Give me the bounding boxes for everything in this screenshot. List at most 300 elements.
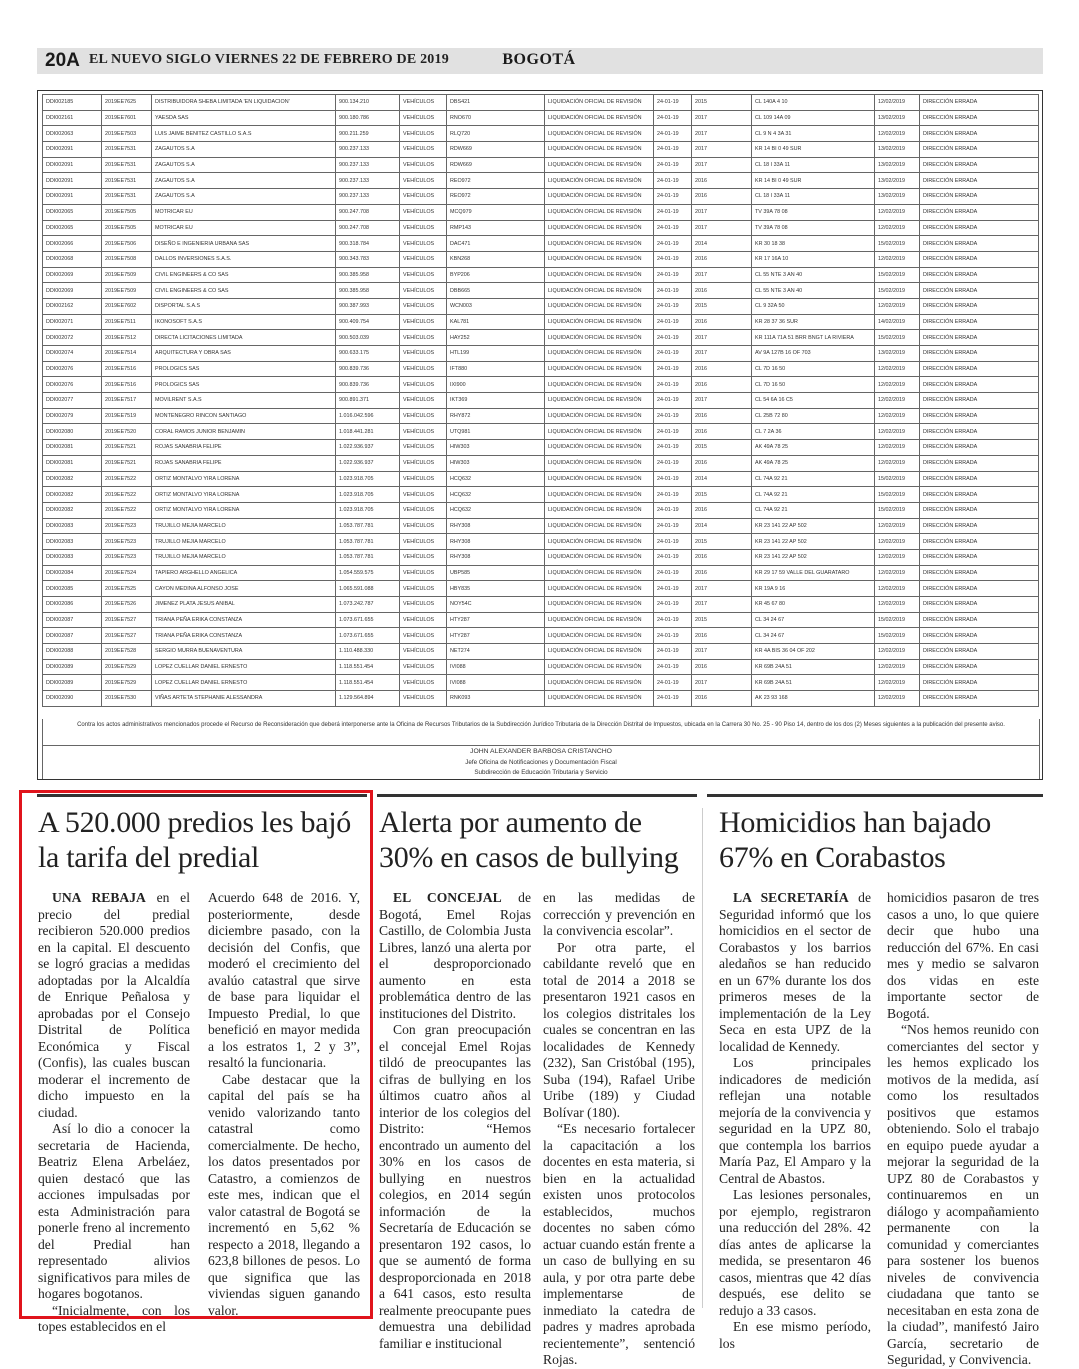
- column-divider: [702, 808, 703, 1308]
- table-row: [43, 173, 1039, 189]
- table-cell: KR 14 BI 0 49 SUR: [752, 142, 875, 158]
- table-cell: RDW669: [447, 157, 545, 173]
- article-paragraph: Con gran preocupación el concejal Emel Rojas tildó de preocupantes las cifras de bullying en los últimos cuatro años al interior de los colegios del Distrito: “Hemos encontrado un aumento del 30% en los casos de bullying en nuestros colegios, en 2014 según información de la Secretaría de Educación se presentaron 192 casos, lo que se aumentó de forma desproporcionada en 2018 a 641 casos, esto resulta realmente preocupante pues demuestra una debilidad familiar e institucional: [379, 1022, 531, 1351]
- table-cell: LIQUIDACIÓN OFICIAL DE REVISIÓN: [545, 549, 654, 565]
- table-cell: 1.054.559.575: [336, 565, 400, 581]
- table-cell: 2019EE7503: [102, 126, 152, 142]
- table-row: [43, 549, 1039, 565]
- table-cell: DALLOS INVERSIONES S.A.S.: [152, 251, 336, 267]
- table-cell: 24-01-19: [654, 612, 692, 628]
- table-cell: 2015: [692, 95, 752, 111]
- table-cell: 1.022.936.937: [336, 440, 400, 456]
- table-cell: VEHÍCULOS: [400, 565, 447, 581]
- table-cell: 2014: [692, 471, 752, 487]
- table-cell: 1.065.591.088: [336, 581, 400, 597]
- article-column: UNA REBAJA en el precio del predial recibieron 520.000 predios en la capital. El descuento se logró gracias a medidas adoptadas por la Alcaldía de Enrique Peñalosa y aprobadas por el Consejo Distrital de Política Económica y Fiscal (Confis), las cuales buscan moderar el incremento de dicho impuesto en la ciudad. Así lo dio a conocer la secretaria de Hacienda, Beatriz Elena Arbeláez, quien destacó que las acciones impulsadas por esta Administración para ponerle freno al incremento del Predial han representado alivios significativos para miles de hogares bogotanos. “Inicialmente, con los topes establecidos en el: [38, 890, 190, 1334]
- table-cell: HIW303: [447, 440, 545, 456]
- table-cell: 24-01-19: [654, 424, 692, 440]
- table-cell: 15/02/2019: [875, 487, 920, 503]
- table-cell: TRUJILLO MEJIA MARCELO: [152, 534, 336, 550]
- table-cell: LIQUIDACIÓN OFICIAL DE REVISIÓN: [545, 502, 654, 518]
- legal-text: Contra los actos administrativos mencionados procede el Recurso de Reconsideración que deberá interponerse ante la Oficina de Recursos Tributarios de la Subdirección Jurídico Tributaria de la Dirección Distrital de Impuestos, ubicada en la Carrera 30 No. 25 - 90 Piso 14, dentro de los dos (2) Meses siguientes a la publicación del presente aviso.: [77, 722, 1005, 728]
- table-cell: 2017: [692, 581, 752, 597]
- table-cell: LOPEZ CUELLAR DANIEL ERNESTO: [152, 675, 336, 691]
- table-cell: UTQ981: [447, 424, 545, 440]
- table-cell: DIRECCIÓN ERRADA: [920, 408, 1039, 424]
- table-cell: ARQUITECTURA Y OBRA SAS: [152, 346, 336, 362]
- table-cell: 2016: [692, 502, 752, 518]
- table-row: [43, 518, 1039, 534]
- table-cell: DDI002083: [43, 549, 102, 565]
- table-cell: VEHÍCULOS: [400, 220, 447, 236]
- table-cell: DDI002066: [43, 236, 102, 252]
- table-row: [43, 565, 1039, 581]
- table-cell: VEHÍCULOS: [400, 173, 447, 189]
- table-cell: DDI002091: [43, 142, 102, 158]
- table-cell: DIRECCIÓN ERRADA: [920, 314, 1039, 330]
- table-row: [43, 440, 1039, 456]
- table-cell: 2017: [692, 220, 752, 236]
- table-cell: DISPORTAL S.A.S: [152, 298, 336, 314]
- table-cell: 1.110.488.330: [336, 644, 400, 660]
- article-paragraph: “Es necesario fortalecer la capacitación a los docentes en esta materia, si bien en la actualidad existen unos protocolos establecidos, muchos docentes no saben cómo actuar cuando están frente a un caso de bullying en su aula, y por otra parte debe implementarse de inmediato la catedra de padres y madres aprobada recientemente”, sentenció Rojas.: [543, 1121, 695, 1367]
- table-cell: DIRECCIÓN ERRADA: [920, 597, 1039, 613]
- table-cell: AK 49A 78 25: [752, 455, 875, 471]
- table-cell: 24-01-19: [654, 502, 692, 518]
- table-row: [43, 471, 1039, 487]
- table-cell: 2017: [692, 675, 752, 691]
- table-cell: SERGIO MURRA BUENAVENTURA: [152, 644, 336, 660]
- table-cell: 900.237.133: [336, 189, 400, 205]
- table-cell: LIQUIDACIÓN OFICIAL DE REVISIÓN: [545, 471, 654, 487]
- table-cell: LIQUIDACIÓN OFICIAL DE REVISIÓN: [545, 157, 654, 173]
- table-cell: DIRECCIÓN ERRADA: [920, 424, 1039, 440]
- table-cell: LOPEZ CUELLAR DANIEL ERNESTO: [152, 659, 336, 675]
- table-cell: 24-01-19: [654, 549, 692, 565]
- article-paragraph: Cabe destacar que la capital del país se ha venido valorizando tanto catastral como comercialmente. De hecho, los datos presentados por Catastro, a comienzos de este mes, indican que el valor catastral de Bogotá se incrementó en 5,62 % respecto a 2018, llegando a 623,8 billones de pesos. Lo que significa que las viviendas siguen ganando valor.: [208, 1071, 360, 1318]
- table-cell: DIRECCIÓN ERRADA: [920, 236, 1039, 252]
- table-row: [43, 424, 1039, 440]
- article-homicidios: [719, 805, 1039, 875]
- table-cell: 12/02/2019: [875, 565, 920, 581]
- table-cell: DIRECCIÓN ERRADA: [920, 361, 1039, 377]
- table-cell: 24-01-19: [654, 346, 692, 362]
- table-cell: TRUJILLO MEJIA MARCELO: [152, 518, 336, 534]
- table-cell: DDI002088: [43, 644, 102, 660]
- table-cell: 900.247.708: [336, 204, 400, 220]
- table-cell: 2019EE7531: [102, 189, 152, 205]
- table-cell: REO972: [447, 173, 545, 189]
- table-cell: 2016: [692, 377, 752, 393]
- table-cell: 2016: [692, 659, 752, 675]
- table-cell: 2019EE7527: [102, 612, 152, 628]
- table-cell: 2019EE7509: [102, 267, 152, 283]
- table-cell: ZAGAUTOS S.A: [152, 142, 336, 158]
- table-cell: 24-01-19: [654, 142, 692, 158]
- table-cell: VEHÍCULOS: [400, 142, 447, 158]
- article-headline: Alerta por aumento de 30% en casos de bullying: [379, 806, 679, 874]
- table-row: [43, 455, 1039, 471]
- table-cell: LIQUIDACIÓN OFICIAL DE REVISIÓN: [545, 173, 654, 189]
- table-cell: VEHÍCULOS: [400, 314, 447, 330]
- article-paragraph: “Inicialmente, con los topes establecidos en el: [38, 1302, 190, 1334]
- table-cell: LIQUIDACIÓN OFICIAL DE REVISIÓN: [545, 346, 654, 362]
- table-cell: 1.073.242.787: [336, 597, 400, 613]
- table-cell: 12/02/2019: [875, 691, 920, 707]
- table-cell: LIQUIDACIÓN OFICIAL DE REVISIÓN: [545, 236, 654, 252]
- table-row: [43, 236, 1039, 252]
- table-cell: DDI002080: [43, 424, 102, 440]
- table-cell: CL 7D 16 50: [752, 361, 875, 377]
- table-row: [43, 534, 1039, 550]
- table-cell: 900.891.371: [336, 393, 400, 409]
- table-cell: DIRECCIÓN ERRADA: [920, 126, 1039, 142]
- issue-date: VIERNES 22 DE FEBRERO DE 2019: [214, 52, 449, 67]
- table-cell: 1.022.936.937: [336, 455, 400, 471]
- table-cell: VEHÍCULOS: [400, 377, 447, 393]
- table-cell: 12/02/2019: [875, 393, 920, 409]
- table-cell: HTL199: [447, 346, 545, 362]
- table-cell: 15/02/2019: [875, 471, 920, 487]
- table-cell: IKONOSOFT S.A.S: [152, 314, 336, 330]
- signature-title: Jefe Oficina de Notificaciones y Documentación Fiscal: [465, 759, 617, 766]
- table-cell: 1.023.918.705: [336, 487, 400, 503]
- table-cell: 2016: [692, 424, 752, 440]
- table-row: [43, 110, 1039, 126]
- table-cell: 2019EE7522: [102, 471, 152, 487]
- table-cell: DIRECCIÓN ERRADA: [920, 251, 1039, 267]
- table-cell: CL 34 24 67: [752, 628, 875, 644]
- table-cell: 2019EE7529: [102, 659, 152, 675]
- table-cell: 13/02/2019: [875, 157, 920, 173]
- table-row: [43, 597, 1039, 613]
- table-cell: 12/02/2019: [875, 597, 920, 613]
- table-cell: AV 9A 127B 16 OF 703: [752, 346, 875, 362]
- table-cell: 2016: [692, 691, 752, 707]
- table-cell: LIQUIDACIÓN OFICIAL DE REVISIÓN: [545, 612, 654, 628]
- page-header: [37, 48, 1043, 74]
- table-cell: 24-01-19: [654, 659, 692, 675]
- table-cell: 13/02/2019: [875, 189, 920, 205]
- table-cell: 2017: [692, 346, 752, 362]
- table-cell: 2019EE7525: [102, 581, 152, 597]
- table-cell: 2019EE7530: [102, 691, 152, 707]
- table-cell: RHY308: [447, 549, 545, 565]
- table-cell: 2017: [692, 393, 752, 409]
- table-cell: VEHÍCULOS: [400, 251, 447, 267]
- table-cell: CL 18 I 33A 11: [752, 157, 875, 173]
- table-cell: DIRECCIÓN ERRADA: [920, 189, 1039, 205]
- table-cell: DDI002063: [43, 126, 102, 142]
- table-cell: BYP206: [447, 267, 545, 283]
- table-cell: 13/02/2019: [875, 110, 920, 126]
- table-cell: 900.839.736: [336, 377, 400, 393]
- table-cell: DDI002091: [43, 189, 102, 205]
- article-paragraph: Por otra parte, el cabildante reveló que en total de 2014 a 2018 se presentaron 1921 casos en los colegios distritales los cuales se concentran en las localidades de Kennedy (232), San Cristóbal (195), Suba (194), Rafael Uribe Uribe (189) y Ciudad Bolívar (180).: [543, 939, 695, 1120]
- table-cell: 24-01-19: [654, 487, 692, 503]
- table-cell: IKT369: [447, 393, 545, 409]
- table-cell: LIQUIDACIÓN OFICIAL DE REVISIÓN: [545, 597, 654, 613]
- table-cell: 24-01-19: [654, 581, 692, 597]
- table-cell: TV 39A 78 08: [752, 220, 875, 236]
- table-row: [43, 251, 1039, 267]
- table-cell: KR 23 141 22 AP 502: [752, 518, 875, 534]
- table-cell: 2019EE7522: [102, 502, 152, 518]
- table-cell: DIRECCIÓN ERRADA: [920, 644, 1039, 660]
- table-cell: 12/02/2019: [875, 220, 920, 236]
- table-cell: REO972: [447, 189, 545, 205]
- table-cell: DIRECCIÓN ERRADA: [920, 346, 1039, 362]
- table-cell: 900.134.210: [336, 95, 400, 111]
- article-headline: A 520.000 predios les bajó la tarifa del predial: [38, 806, 352, 874]
- notice-footer: [42, 719, 1040, 779]
- table-cell: 1.023.918.705: [336, 502, 400, 518]
- table-cell: CL 7 2A 36: [752, 424, 875, 440]
- table-cell: VEHÍCULOS: [400, 502, 447, 518]
- table-cell: 12/02/2019: [875, 424, 920, 440]
- table-cell: 2019EE7511: [102, 314, 152, 330]
- table-cell: TRUJILLO MEJIA MARCELO: [152, 549, 336, 565]
- table-cell: 2016: [692, 565, 752, 581]
- table-cell: 24-01-19: [654, 236, 692, 252]
- table-cell: KR 28 37 36 SUR: [752, 314, 875, 330]
- table-row: [43, 628, 1039, 644]
- table-cell: 12/02/2019: [875, 534, 920, 550]
- table-cell: CL 140A 4 10: [752, 95, 875, 111]
- table-cell: NET274: [447, 644, 545, 660]
- table-cell: VEHÍCULOS: [400, 110, 447, 126]
- table-cell: DDI002076: [43, 377, 102, 393]
- table-row: [43, 126, 1039, 142]
- table-row: [43, 142, 1039, 158]
- table-cell: DIRECCIÓN ERRADA: [920, 659, 1039, 675]
- table-cell: 2016: [692, 628, 752, 644]
- table-row: [43, 377, 1039, 393]
- table-cell: DDI002162: [43, 298, 102, 314]
- signature-name: JOHN ALEXANDER BARBOSA CRISTANCHO: [470, 748, 612, 755]
- table-cell: 900.237.133: [336, 142, 400, 158]
- table-cell: DDI002082: [43, 487, 102, 503]
- table-cell: 12/02/2019: [875, 659, 920, 675]
- table-cell: VEHÍCULOS: [400, 157, 447, 173]
- table-cell: KR 4A BIS 36 04 OF 202: [752, 644, 875, 660]
- table-cell: 1.118.551.454: [336, 659, 400, 675]
- article-column: LA SECRETARÍA de Seguridad informó que los homicidios en el sector de Corabastos y los barrios aledaños se han reducido en un 67% durante los dos primeros meses de la implementación de la Ley Seca en esta UPZ de la localidad de Kennedy. Los principales indicadores de medición reflejan una notable mejoría de la convivencia y seguridad en la UPZ 80, que contempla los barrios María Paz, El Amparo y la Central de Abastos. Las lesiones personales, por ejemplo, registraron una reducción del 28%. 42 días antes de aplicarse la medida, se presentaron 46 casos, mientras que 42 días después, ese delito se redujo a 33 casos. En ese mismo período, los: [719, 890, 871, 1351]
- table-cell: VEHÍCULOS: [400, 581, 447, 597]
- table-cell: VEHÍCULOS: [400, 659, 447, 675]
- table-cell: LIQUIDACIÓN OFICIAL DE REVISIÓN: [545, 424, 654, 440]
- table-cell: DDI002076: [43, 361, 102, 377]
- table-cell: DDI002091: [43, 173, 102, 189]
- table-cell: LIQUIDACIÓN OFICIAL DE REVISIÓN: [545, 251, 654, 267]
- table-cell: DIRECCIÓN ERRADA: [920, 455, 1039, 471]
- table-cell: 12/02/2019: [875, 204, 920, 220]
- table-cell: DIRECCIÓN ERRADA: [920, 204, 1039, 220]
- table-cell: LIQUIDACIÓN OFICIAL DE REVISIÓN: [545, 393, 654, 409]
- table-cell: HTY287: [447, 628, 545, 644]
- table-cell: VEHÍCULOS: [400, 126, 447, 142]
- table-cell: 15/02/2019: [875, 502, 920, 518]
- table-cell: DDI002081: [43, 440, 102, 456]
- table-cell: KR 23 141 22 AP 502: [752, 549, 875, 565]
- table-cell: 24-01-19: [654, 408, 692, 424]
- table-cell: 2017: [692, 204, 752, 220]
- table-cell: 12/02/2019: [875, 408, 920, 424]
- table-cell: VEHÍCULOS: [400, 471, 447, 487]
- table-cell: RHY308: [447, 534, 545, 550]
- table-cell: 1.053.787.781: [336, 518, 400, 534]
- table-cell: 2019EE7523: [102, 518, 152, 534]
- table-cell: CL 25B 72 80: [752, 408, 875, 424]
- table-cell: 2015: [692, 534, 752, 550]
- table-cell: 24-01-19: [654, 95, 692, 111]
- table-cell: VEHÍCULOS: [400, 346, 447, 362]
- table-cell: 24-01-19: [654, 298, 692, 314]
- table-cell: CL 74A 92 21: [752, 502, 875, 518]
- article-paragraph: homicidios pasaron de tres casos a uno, lo que quiere decir que hubo una reducción del 67%. En casi mes y medio se salvaron dos vidas en este importante sector de Bogotá.: [887, 890, 1039, 1021]
- table-cell: ORTIZ MONTALVO YIRA LORENA: [152, 471, 336, 487]
- table-cell: 900.180.786: [336, 110, 400, 126]
- table-cell: DDI002081: [43, 455, 102, 471]
- table-cell: 2019EE7505: [102, 220, 152, 236]
- table-cell: 24-01-19: [654, 126, 692, 142]
- table-cell: MOTRICAR EU: [152, 204, 336, 220]
- highlight-box: [19, 790, 373, 1319]
- article-lead: LA SECRETARÍA: [733, 890, 849, 905]
- table-cell: 24-01-19: [654, 455, 692, 471]
- table-cell: 1.023.918.705: [336, 471, 400, 487]
- table-cell: DDI002065: [43, 220, 102, 236]
- table-cell: 2017: [692, 597, 752, 613]
- table-cell: 900.385.958: [336, 283, 400, 299]
- table-cell: 900.247.708: [336, 220, 400, 236]
- table-cell: 1.129.564.894: [336, 691, 400, 707]
- table-cell: 2019EE7514: [102, 346, 152, 362]
- table-cell: 2016: [692, 314, 752, 330]
- table-cell: LIQUIDACIÓN OFICIAL DE REVISIÓN: [545, 644, 654, 660]
- table-cell: DDI002091: [43, 157, 102, 173]
- table-cell: 2017: [692, 142, 752, 158]
- table-cell: LIQUIDACIÓN OFICIAL DE REVISIÓN: [545, 581, 654, 597]
- article-headline: Homicidios han bajado 67% en Corabastos: [719, 806, 991, 874]
- table-cell: 24-01-19: [654, 691, 692, 707]
- table-cell: UBP585: [447, 565, 545, 581]
- table-cell: HCQ632: [447, 502, 545, 518]
- table-cell: CL 18 I 33A 11: [752, 189, 875, 205]
- table-cell: VEHÍCULOS: [400, 95, 447, 111]
- table-cell: 2017: [692, 330, 752, 346]
- table-cell: KR 69B 24A 51: [752, 659, 875, 675]
- table-cell: DDI002090: [43, 691, 102, 707]
- table-cell: VEHÍCULOS: [400, 644, 447, 660]
- signature-office: Subdirección de Educación Tributaria y Servicio: [474, 769, 608, 776]
- table-row: [43, 502, 1039, 518]
- table-cell: 2019EE7521: [102, 440, 152, 456]
- table-cell: DIRECTA LICITACIONES LIMITADA: [152, 330, 336, 346]
- table-cell: MCQ979: [447, 204, 545, 220]
- table-cell: RDW669: [447, 142, 545, 158]
- table-cell: 24-01-19: [654, 393, 692, 409]
- table-row: [43, 612, 1039, 628]
- table-cell: VEHÍCULOS: [400, 330, 447, 346]
- table-cell: 900.387.993: [336, 298, 400, 314]
- table-cell: DIRECCIÓN ERRADA: [920, 691, 1039, 707]
- table-cell: 24-01-19: [654, 314, 692, 330]
- table-cell: KR 45 67 80: [752, 597, 875, 613]
- table-cell: 900.211.259: [336, 126, 400, 142]
- article-column: EL CONCEJAL de Bogotá, Emel Rojas Castillo, de Colombia Justa Libres, lanzó una alerta por el desproporcionado aumento en esta problemática dentro de las instituciones del Distrito. Con gran preocupación el concejal Emel Rojas tildó de preocupantes las cifras de bullying en los últimos cuatro años al interior de los colegios del Distrito: “Hemos encontrado un aumento del 30% en los casos de bullying en nuestros colegios, en 2014 según información de la Secretaría de Educación se presentaron 192 casos, lo que se aumentó de forma desproporcionada en 2018 a 641 casos, esto resulta realmente preocupante pues demuestra una debilidad familiar e institucional: [379, 890, 531, 1351]
- table-cell: 2016: [692, 283, 752, 299]
- table-cell: 12/02/2019: [875, 675, 920, 691]
- table-cell: TAPIERO ARGHELLO ANGELICA: [152, 565, 336, 581]
- table-cell: LIQUIDACIÓN OFICIAL DE REVISIÓN: [545, 314, 654, 330]
- table-cell: VEHÍCULOS: [400, 189, 447, 205]
- table-cell: LIQUIDACIÓN OFICIAL DE REVISIÓN: [545, 189, 654, 205]
- table-cell: DDI002082: [43, 502, 102, 518]
- table-cell: DDI002084: [43, 565, 102, 581]
- table-cell: DIRECCIÓN ERRADA: [920, 283, 1039, 299]
- table-cell: LIQUIDACIÓN OFICIAL DE REVISIÓN: [545, 408, 654, 424]
- table-cell: LIQUIDACIÓN OFICIAL DE REVISIÓN: [545, 659, 654, 675]
- table-cell: DDI002185: [43, 95, 102, 111]
- table-cell: IVI088: [447, 675, 545, 691]
- table-cell: 2016: [692, 408, 752, 424]
- table-cell: TRIANA PEÑA ERIKA CONSTANZA: [152, 612, 336, 628]
- table-cell: 2016: [692, 189, 752, 205]
- table-cell: 2019EE7531: [102, 157, 152, 173]
- table-cell: KR 19A 9 16: [752, 581, 875, 597]
- table-cell: 24-01-19: [654, 471, 692, 487]
- table-cell: 12/02/2019: [875, 581, 920, 597]
- table-cell: LIQUIDACIÓN OFICIAL DE REVISIÓN: [545, 330, 654, 346]
- table-row: [43, 487, 1039, 503]
- table-cell: LIQUIDACIÓN OFICIAL DE REVISIÓN: [545, 220, 654, 236]
- table-cell: VEHÍCULOS: [400, 298, 447, 314]
- article-paragraph: en las medidas de corrección y prevención en la convivencia escolar”.: [543, 890, 695, 938]
- table-cell: DIRECCIÓN ERRADA: [920, 142, 1039, 158]
- newspaper-name: EL NUEVO SIGLO VIERNES 22 DE FEBRERO DE 2019: [89, 52, 449, 67]
- table-cell: 1.073.671.655: [336, 628, 400, 644]
- table-cell: LIQUIDACIÓN OFICIAL DE REVISIÓN: [545, 518, 654, 534]
- table-cell: DDI002079: [43, 408, 102, 424]
- table-row: [43, 220, 1039, 236]
- table-cell: IVI088: [447, 659, 545, 675]
- table-cell: DAC471: [447, 236, 545, 252]
- table-cell: 24-01-19: [654, 361, 692, 377]
- article-paragraph: Acuerdo 648 de 2016. Y, posteriormente, desde diciembre pasado, con la decisión del Confis, que moderó el crecimiento del avalúo catastral que sirve de base para liquidar el Impuesto Predial, lo que benefició en mayor medida a los estratos 1, 2 y 3”, resaltó la funcionaria.: [208, 890, 360, 1070]
- table-cell: RLQ720: [447, 126, 545, 142]
- table-cell: 1.118.551.454: [336, 675, 400, 691]
- table-cell: DBS421: [447, 95, 545, 111]
- table-cell: 2019EE7531: [102, 173, 152, 189]
- table-cell: RHY872: [447, 408, 545, 424]
- table-cell: DDI002085: [43, 581, 102, 597]
- table-cell: DIRECCIÓN ERRADA: [920, 628, 1039, 644]
- table-cell: VEHÍCULOS: [400, 267, 447, 283]
- table-cell: 24-01-19: [654, 534, 692, 550]
- table-cell: 2019EE7522: [102, 487, 152, 503]
- table-cell: 900.237.133: [336, 157, 400, 173]
- table-cell: 24-01-19: [654, 597, 692, 613]
- table-cell: HBY835: [447, 581, 545, 597]
- table-cell: DIRECCIÓN ERRADA: [920, 110, 1039, 126]
- table-cell: 2017: [692, 644, 752, 660]
- table-cell: HIW303: [447, 455, 545, 471]
- table-cell: 15/02/2019: [875, 612, 920, 628]
- table-cell: 2017: [692, 110, 752, 126]
- table-cell: KR 14 BI 0 49 SUR: [752, 173, 875, 189]
- table-cell: DDI002069: [43, 283, 102, 299]
